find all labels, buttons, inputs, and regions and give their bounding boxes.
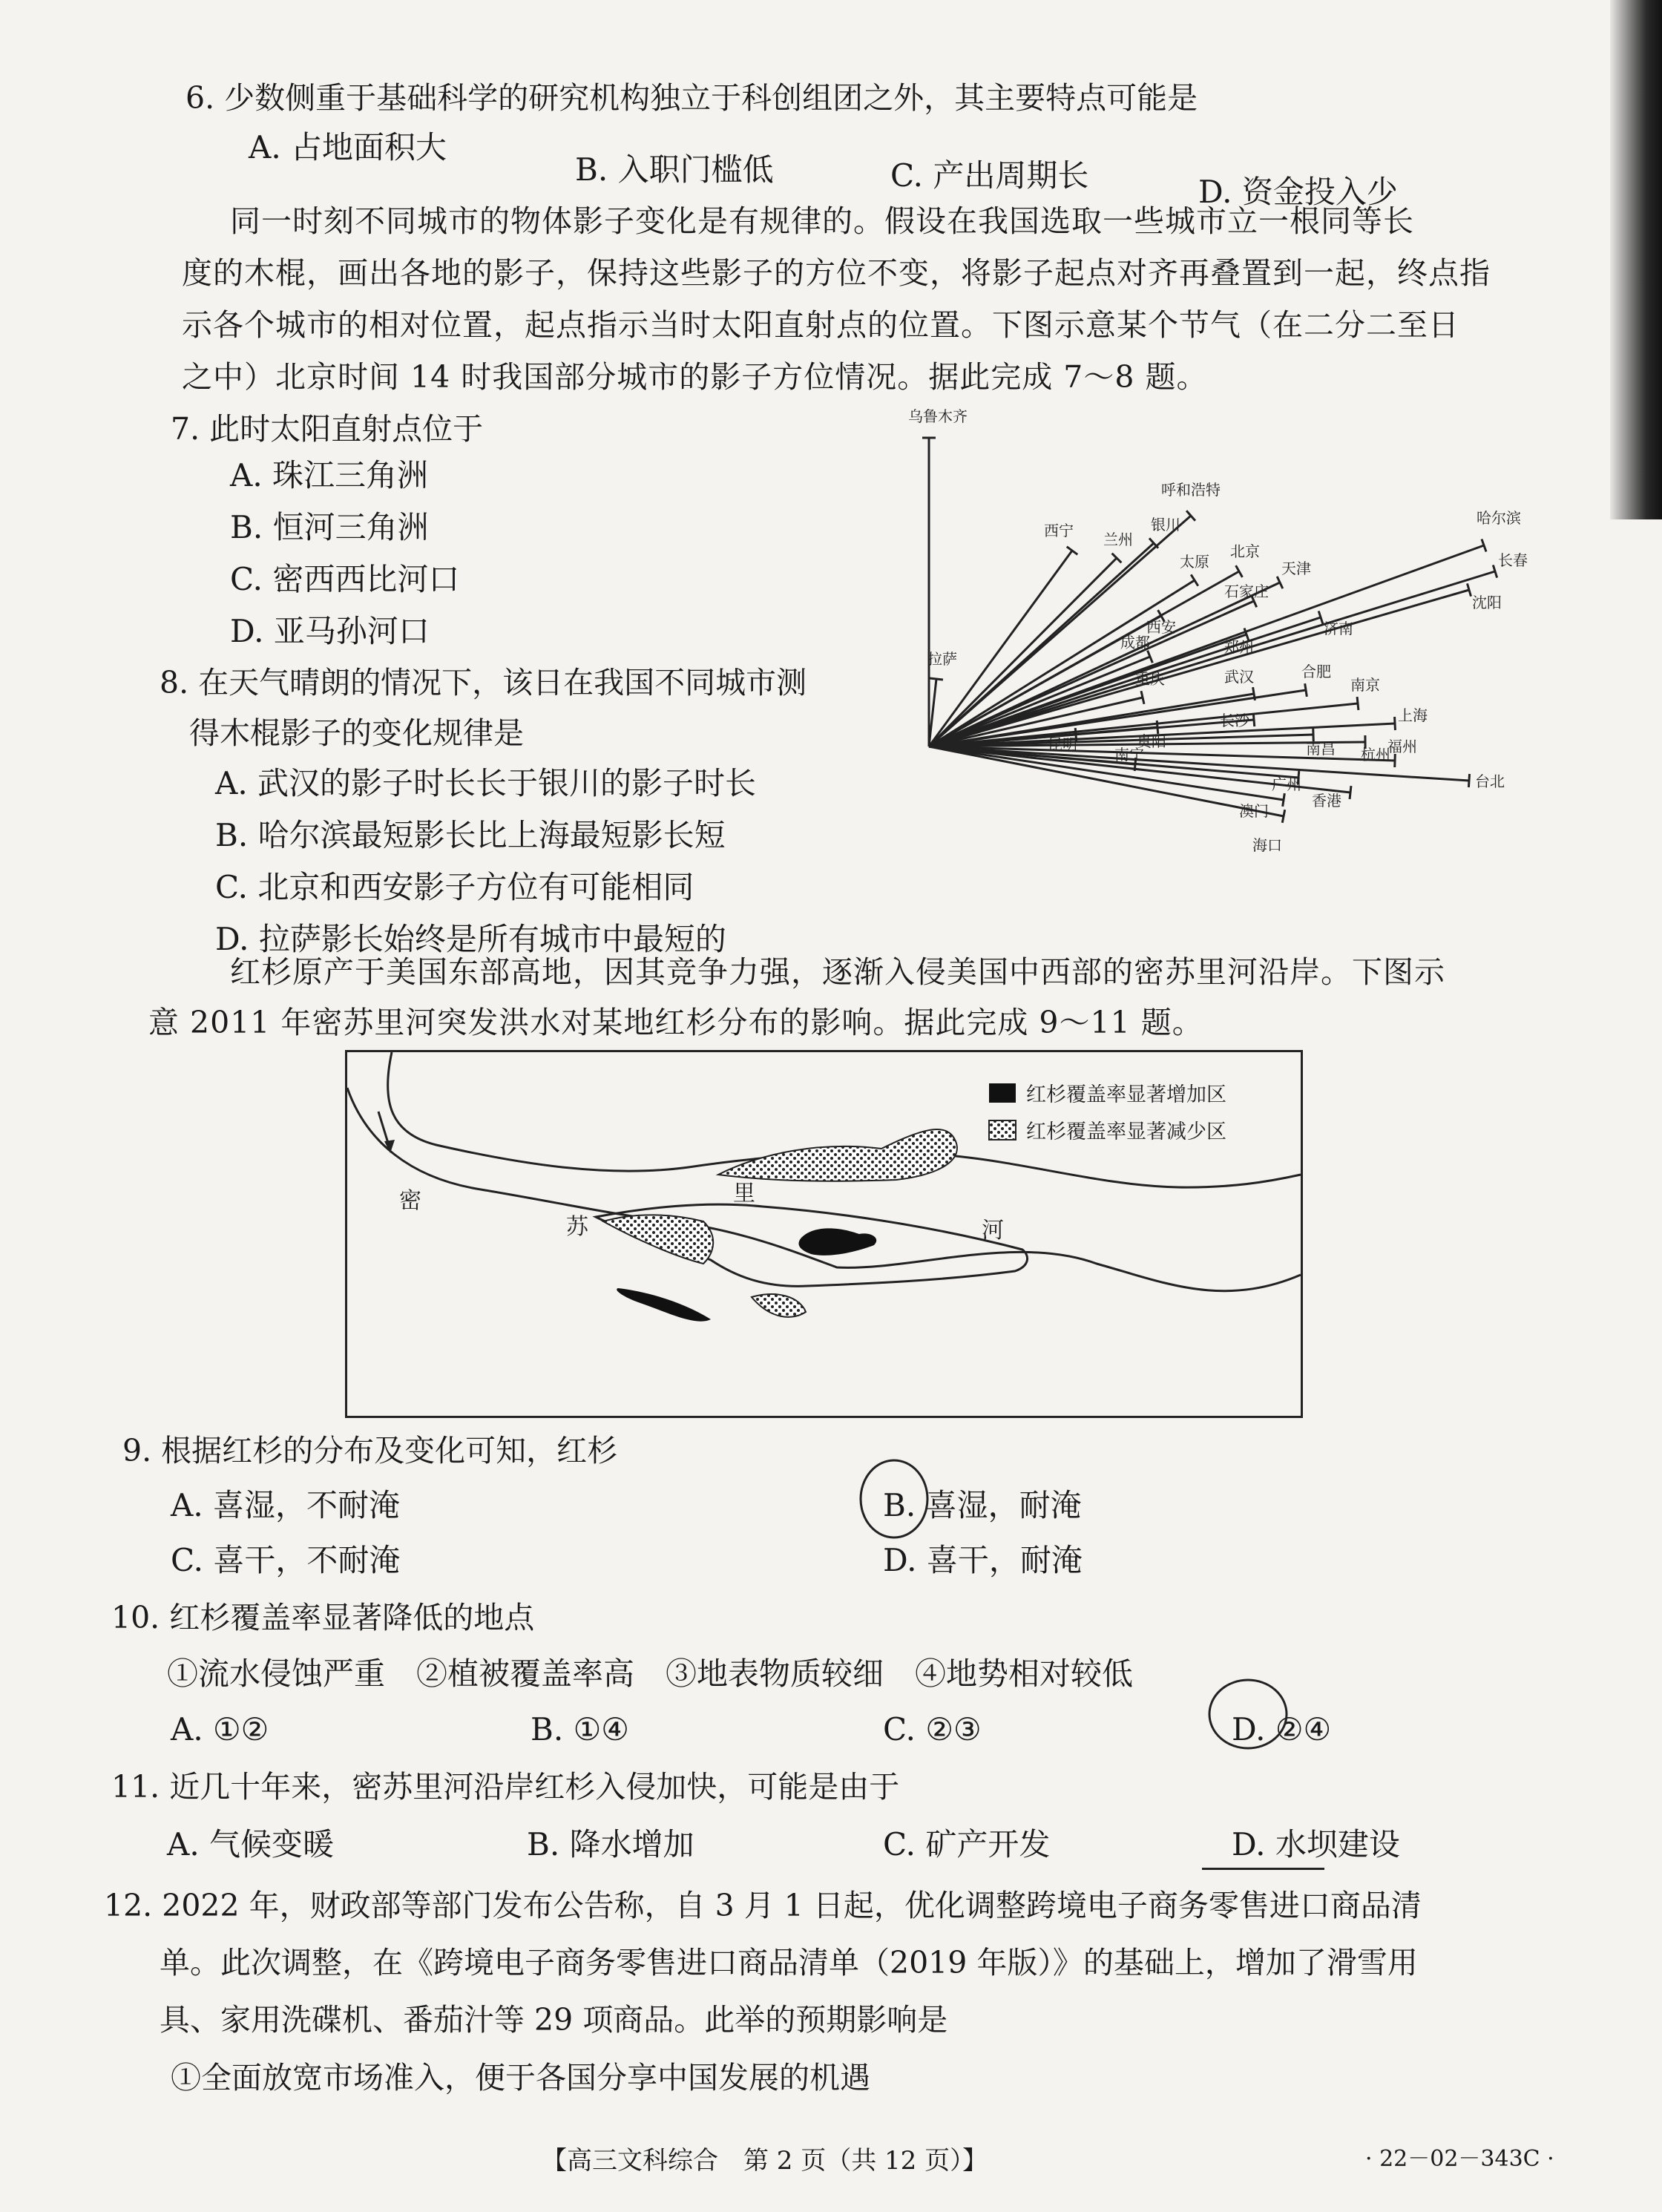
shadow-city-label-30: 广州 [1272,775,1301,793]
q9-option-d: D. 喜干，耐淹 [883,1542,1083,1578]
shadow-city-label-4: 兰州 [1103,531,1133,548]
q10-stem: 10. 红杉覆盖率显著降低的地点 [111,1600,535,1635]
river-char-4: 河 [982,1218,1004,1244]
shadow-city-label-31: 香港 [1312,792,1341,810]
q6-stem: 6. 少数侧重于基础科学的研究机构独立于科创组团之外，其主要特点可能是 [185,80,1198,116]
increase-area-south [617,1288,711,1322]
shadow-city-label-2: 哈尔滨 [1477,509,1521,527]
shadow-city-label-18: 武汉 [1224,668,1254,686]
river-lower-bank [347,1088,1301,1291]
shadow-city-label-12: 石家庄 [1224,582,1269,600]
q6-option-d: D. 资金投入少 [1198,174,1398,210]
shadow-city-label-1: 呼和浩特 [1161,481,1221,499]
river-map [347,1052,1301,1416]
q7-option-a: A. 珠江三角洲 [230,457,429,493]
shadow-city-label-22: 长沙 [1220,712,1249,729]
shadow-city-label-23: 南昌 [1306,740,1336,758]
shadow-city-label-0: 乌鲁木齐 [908,407,968,425]
shadow-tick-29 [1468,774,1469,787]
footer-page-info: 【高三文科综合 第 2 页（共 12 页）】 [542,2146,988,2176]
decrease-area-south [752,1294,806,1317]
q11-option-c: C. 矿产开发 [883,1826,1051,1863]
shadow-tick-21 [1395,717,1396,730]
legend-increase-swatch [989,1083,1016,1103]
shadow-tick-6 [1191,574,1198,585]
shadow-tick-17 [1141,691,1144,704]
q8-stem-line1: 8. 在天气晴朗的情况下，该日在我国不同城市测 [160,665,807,700]
q8-option-d: D. 拉萨影长始终是所有城市中最短的 [215,921,726,957]
q11-option-b: B. 降水增加 [527,1826,694,1863]
q11-option-a: A. 气候变暖 [167,1826,335,1863]
shadow-tick-31 [1350,786,1351,799]
decrease-area-north [718,1129,957,1181]
shadow-city-label-21: 上海 [1398,706,1428,724]
q11-answer-underline [1202,1868,1324,1870]
q12-line2: 单。此次调整，在《跨境电子商务零售进口商品清单（2019 年版）》的基础上，增加了滑雪用 [160,1945,1418,1980]
shadow-city-label-5: 银川 [1151,516,1180,534]
q9-stem: 9. 根据红杉的分布及变化可知，红杉 [122,1433,618,1468]
shadow-city-label-27: 福州 [1387,738,1417,755]
shadow-city-label-28: 南宁 [1114,746,1144,764]
passage1-line4: 之中）北京时间 14 时我国部分城市的影子方位情况。据此完成 7～8 题。 [182,359,1208,395]
shadow-city-label-3: 西宁 [1044,522,1074,539]
shadow-direction-chart [853,386,1528,861]
river-char-1: 密 [399,1188,421,1214]
q11-option-d: D. 水坝建设 [1232,1826,1400,1863]
scan-edge-shadow [1610,0,1662,519]
legend-decrease-label: 红杉覆盖率显著减少区 [1026,1120,1226,1143]
q12-line4: ①全面放宽市场准入，便于各国分享中国发展的机遇 [171,2060,870,2096]
legend-decrease-swatch [989,1120,1016,1140]
q10-option-d: D. ②④ [1232,1711,1332,1747]
shadow-line-6 [929,580,1195,746]
q9-option-b: B. 喜湿，耐淹 [883,1487,1082,1523]
shadow-city-label-6: 太原 [1180,553,1209,571]
shadow-tick-16 [930,678,943,680]
shadow-city-label-13: 济南 [1324,620,1353,637]
shadow-tick-33 [1282,810,1284,823]
q7-option-d: D. 亚马孙河口 [230,613,430,649]
shadow-city-label-14: 成都 [1120,634,1150,652]
shadow-city-label-19: 合肥 [1301,663,1331,680]
footer-code: · 22－02－343C · [1365,2146,1554,2172]
shadow-city-label-11: 西安 [1146,618,1176,636]
shadow-city-label-16: 拉萨 [927,650,957,668]
q10-answer-circle [1202,1670,1298,1759]
shadow-city-label-26: 贵阳 [1137,732,1166,750]
q7-option-b: B. 恒河三角洲 [230,509,429,545]
shadow-tick-19 [1305,683,1307,697]
q8-stem-line2: 得木棍影子的变化规律是 [189,715,524,751]
q10-option-b: B. ①④ [531,1711,629,1747]
q11-stem: 11. 近几十年来，密苏里河沿岸红杉入侵加快，可能是由于 [111,1769,900,1805]
shadow-city-label-29: 台北 [1475,772,1505,790]
q9-option-a: A. 喜湿，不耐淹 [171,1487,401,1523]
q12-line3: 具、家用洗碟机、番茄汁等 29 项商品。此举的预期影响是 [160,2002,948,2038]
q9-option-c: C. 喜干，不耐淹 [171,1542,401,1578]
river-map-frame [345,1050,1303,1418]
shadow-tick-20 [1357,697,1359,710]
passage1-line2: 度的木棍，画出各地的影子，保持这些影子的方位不变，将影子起点对齐再叠置到一起，终点指 [182,255,1491,291]
q12-line1: 12. 2022 年，财政部等部门发布公告称，自 3 月 1 日起，优化调整跨境电子商务零售进口商品清 [104,1888,1422,1923]
shadow-city-label-20: 南京 [1350,676,1380,694]
shadow-line-17 [929,698,1143,746]
decrease-area-west [603,1215,713,1264]
shadow-city-label-24: 杭州 [1361,746,1390,764]
shadow-city-label-10: 沈阳 [1472,594,1502,611]
increase-area-island [798,1228,876,1255]
q8-option-c: C. 北京和西安影子方位有可能相同 [215,869,694,905]
shadow-city-label-8: 天津 [1281,559,1311,577]
q7-option-c: C. 密西西比河口 [230,561,460,597]
shadow-city-label-32: 澳门 [1239,802,1269,820]
q8-option-a: A. 武汉的影子时长长于银川的影子时长 [215,765,757,801]
shadow-tick-3 [1067,547,1078,555]
legend-increase-label: 红杉覆盖率显著增加区 [1026,1083,1226,1106]
passage2-line1: 红杉原产于美国东部高地，因其竞争力强，逐渐入侵美国中西部的密苏里河沿岸。下图示 [230,954,1445,990]
q6-option-a: A. 占地面积大 [249,129,447,165]
shadow-city-label-17: 重庆 [1135,670,1165,688]
river-char-3: 里 [733,1181,755,1207]
shadow-city-label-33: 海口 [1252,836,1282,854]
river-char-2: 苏 [566,1214,588,1240]
q6-option-b: B. 入职门槛低 [575,151,774,188]
q6-option-c: C. 产出周期长 [890,157,1089,194]
q10-option-a: A. ①② [171,1711,269,1747]
passage2-line2: 意 2011 年密苏里河突发洪水对某地红杉分布的影响。据此完成 9～11 题。 [148,1005,1203,1040]
shadow-tick-32 [1283,793,1285,807]
shadow-tick-27 [1395,754,1396,767]
q9-answer-circle [853,1451,942,1547]
q10-items: ①流水侵蚀严重 ②植被覆盖率高 ③地表物质较细 ④地势相对较低 [167,1655,1134,1692]
shadow-city-label-7: 北京 [1230,542,1260,560]
q8-option-b: B. 哈尔滨最短影长比上海最短影长短 [215,817,726,853]
shadow-tick-7 [1236,565,1243,577]
shadow-city-label-25: 昆明 [1048,735,1077,753]
passage1-line1: 同一时刻不同城市的物体影子变化是有规律的。假设在我国选取一些城市立一根同等长 [230,203,1414,239]
passage1-line3: 示各个城市的相对位置，起点指示当时太阳直射点的位置。下图示意某个节气（在二分二至日 [182,307,1459,343]
q10-option-c: C. ②③ [883,1711,982,1747]
shadow-tick-22 [1253,713,1254,726]
shadow-city-label-15: 郑州 [1224,638,1254,656]
q7-stem: 7. 此时太阳直射点位于 [171,411,484,447]
shadow-city-label-9: 长春 [1498,551,1528,569]
